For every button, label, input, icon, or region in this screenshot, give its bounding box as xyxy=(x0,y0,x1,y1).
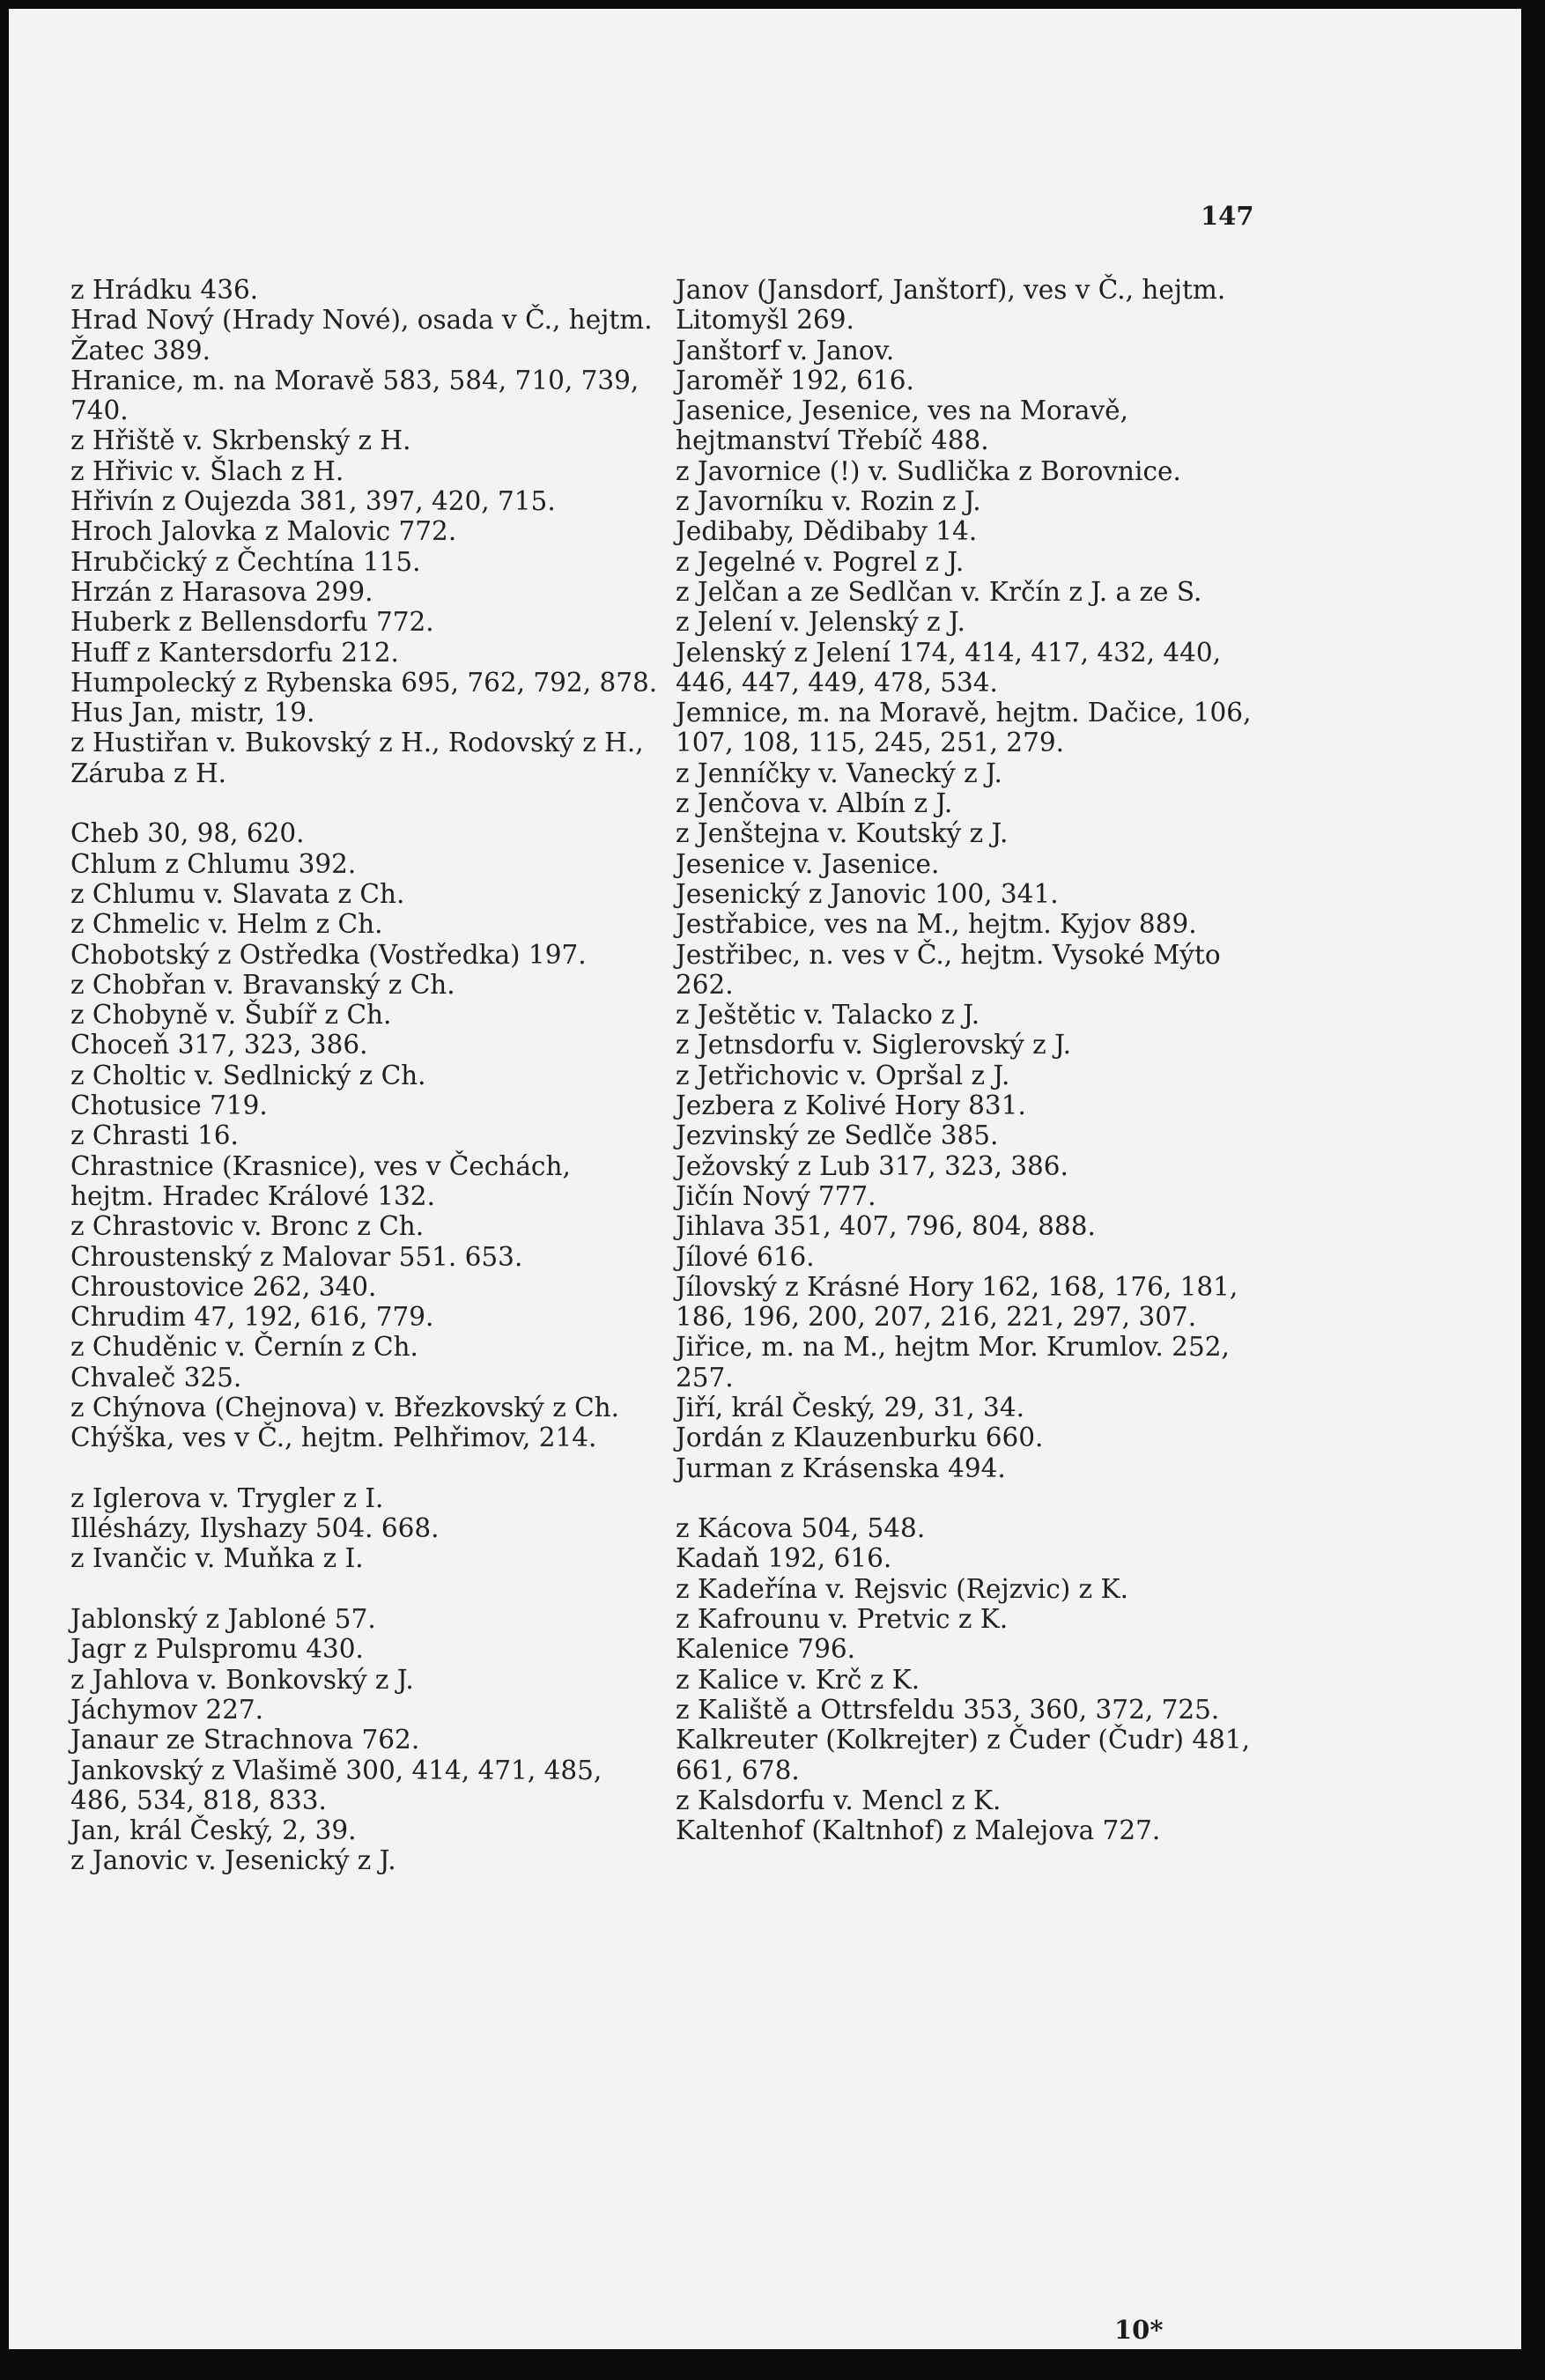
index-entry: Jezbera z Kolivé Hory 831. xyxy=(676,1090,1026,1121)
index-entry: Kaltenhof (Kaltnhof) z Malejova 727. xyxy=(676,1815,1161,1846)
index-entry: z Iglerova v. Trygler z I. xyxy=(70,1482,384,1513)
section-gap xyxy=(70,788,661,818)
index-entry: z Jenčova v. Albín z J. xyxy=(676,788,953,819)
index-entry: z Hrádku 436. xyxy=(70,275,259,305)
index-entry: Jordán z Klauzenburku 660. xyxy=(676,1423,1044,1453)
index-entry: Kalenice 796. xyxy=(676,1634,855,1665)
index-entry: Hrad Nový (Hrady Nové), osada v Č., hejtm. Žatec 389. xyxy=(70,305,653,366)
index-entry: Humpolecký z Rybenska 695, 762, 792, 878. xyxy=(70,667,658,698)
index-entry: Hus Jan, mistr, 19. xyxy=(70,698,315,728)
index-entry: z Chobyně v. Šubíř z Ch. xyxy=(70,1000,392,1031)
index-entry: Janaur ze Strachnova 762. xyxy=(70,1725,420,1755)
index-entry: z Javorníku v. Rozin z J. xyxy=(676,486,981,517)
index-entry: Jelenský z Jelení 174, 414, 417, 432, 440, 446, 447, 449, 478, 534. xyxy=(676,637,1222,698)
index-entry: z Jenníčky v. Vanecký z J. xyxy=(676,758,1002,788)
index-entry: Huberk z Bellensdorfu 772. xyxy=(70,607,434,638)
index-entry: z Janovic v. Jesenický z J. xyxy=(70,1845,396,1876)
index-entry: z Chuděnic v. Černín z Ch. xyxy=(70,1332,418,1363)
index-entry: Jurman z Krásenska 494. xyxy=(676,1452,1006,1483)
right-index-column xyxy=(676,275,1266,1845)
index-entry: z Chrastovic v. Bronc z Ch. xyxy=(70,1211,425,1242)
index-entry: Jankovský z Vlašimě 300, 414, 471, 485, 486, 534, 818, 833. xyxy=(70,1755,602,1815)
index-entry: Chrastnice (Krasnice), ves v Čechách, hejtm. Hradec Králové 132. xyxy=(70,1150,571,1211)
index-entry: Hrzán z Harasova 299. xyxy=(70,576,373,607)
index-entry: Hranice, m. na Moravě 583, 584, 710, 739, 740. xyxy=(70,365,639,426)
index-entry: z Jetnsdorfu v. Siglerovský z J. xyxy=(676,1030,1071,1061)
index-entry: Jesenice v. Jasenice. xyxy=(676,848,940,879)
index-entry: Hřivín z Oujezda 381, 397, 420, 715. xyxy=(70,486,556,517)
index-entry: Jiří, král Český, 29, 31, 34. xyxy=(676,1392,1024,1423)
index-entry: z Kafrounu v. Pretvic z K. xyxy=(676,1604,1009,1635)
index-entry: Jemnice, m. na Moravě, hejtm. Dačice, 106, 107, 108, 115, 245, 251, 279. xyxy=(676,698,1252,758)
section-gap xyxy=(70,1574,661,1604)
index-entry: Janštorf v. Janov. xyxy=(676,335,895,366)
index-entry: Jestřibec, n. ves v Č., hejtm. Vysoké Mýto 262. xyxy=(676,939,1221,1000)
index-entry: z Ivančic v. Muňka z I. xyxy=(70,1543,364,1574)
index-entry: z Jetřichovic v. Opršal z J. xyxy=(676,1060,1010,1090)
index-entry: Cheb 30, 98, 620. xyxy=(70,818,305,849)
index-entry: z Kalice v. Krč z K. xyxy=(676,1664,920,1695)
index-entry: z Kácova 504, 548. xyxy=(676,1513,926,1544)
index-entry: Jílové 616. xyxy=(676,1241,815,1272)
index-entry: z Jelčan a ze Sedlčan v. Krčín z J. a ze S. xyxy=(676,576,1202,607)
index-entry: Chýška, ves v Č., hejtm. Pelhřimov, 214. xyxy=(70,1423,597,1453)
index-entry: Chvaleč 325. xyxy=(70,1362,242,1393)
index-entry: z Kaliště a Ottrsfeldu 353, 360, 372, 725. xyxy=(676,1694,1220,1725)
index-entry: Chroustenský z Malovar 551. 653. xyxy=(70,1241,523,1272)
index-entry: Jedibaby, Dědibaby 14. xyxy=(676,516,978,547)
index-page xyxy=(9,9,1521,2349)
index-entry: z Kalsdorfu v. Mencl z K. xyxy=(676,1785,1002,1815)
index-entry: z Jegelné v. Pogrel z J. xyxy=(676,546,965,577)
index-entry: Hroch Jalovka z Malovic 772. xyxy=(70,516,457,547)
index-entry: z Chmelic v. Helm z Ch. xyxy=(70,909,383,940)
index-entry: z Hustiřan v. Bukovský z H., Rodovský z H., Záruba z H. xyxy=(70,728,644,788)
index-entry: Hrubčický z Čechtína 115. xyxy=(70,546,421,577)
index-entry: Jáchymov 227. xyxy=(70,1694,264,1725)
index-entry: Ježovský z Lub 317, 323, 386. xyxy=(676,1150,1068,1181)
index-entry: Chroustovice 262, 340. xyxy=(70,1271,377,1302)
index-entry: Chotusice 719. xyxy=(70,1090,268,1121)
index-entry: Huff z Kantersdorfu 212. xyxy=(70,637,399,668)
index-entry: Jasenice, Jesenice, ves na Moravě, hejtmanství Třebíč 488. xyxy=(676,395,1128,456)
page-number: 147 xyxy=(1201,201,1254,231)
index-entry: Jagr z Pulspromu 430. xyxy=(70,1634,364,1665)
index-entry: z Ještětic v. Talacko z J. xyxy=(676,1000,980,1031)
index-entry: z Chlumu v. Slavata z Ch. xyxy=(70,878,405,909)
index-entry: Jaroměř 192, 616. xyxy=(676,365,914,395)
index-entry: Kadaň 192, 616. xyxy=(676,1543,892,1574)
left-index-column xyxy=(70,275,661,1876)
index-entry: z Hřivic v. Šlach z H. xyxy=(70,455,344,486)
section-gap xyxy=(676,1483,1266,1513)
index-entry: z Choltic v. Sedlnický z Ch. xyxy=(70,1060,426,1090)
index-entry: z Chýnova (Chejnova) v. Březkovský z Ch. xyxy=(70,1392,620,1423)
index-entry: z Jelení v. Jelenský z J. xyxy=(676,607,965,638)
index-entry: Janov (Jansdorf, Janštorf), ves v Č., hejtm. Litomyšl 269. xyxy=(676,275,1226,336)
index-entry: Jičín Nový 777. xyxy=(676,1180,876,1211)
index-entry: z Jahlova v. Bonkovský z J. xyxy=(70,1664,414,1695)
index-entry: Jiřice, m. na M., hejtm Mor. Krumlov. 252, 257. xyxy=(676,1332,1230,1393)
index-entry: Jílovský z Krásné Hory 162, 168, 176, 181, 186, 196, 200, 207, 216, 221, 297, 307. xyxy=(676,1271,1238,1333)
footer-signature: 10* xyxy=(1114,2315,1164,2345)
index-entry: z Kadeřína v. Rejsvic (Rejzvic) z K. xyxy=(676,1573,1128,1604)
index-entry: Jestřabice, ves na M., hejtm. Kyjov 889. xyxy=(676,909,1197,940)
index-entry: Illésházy, Ilyshazy 504. 668. xyxy=(70,1513,440,1544)
index-entry: z Jenštejna v. Koutský z J. xyxy=(676,818,1009,849)
index-entry: Jihlava 351, 407, 796, 804, 888. xyxy=(676,1211,1096,1242)
index-entry: Jablonský z Jabloné 57. xyxy=(70,1604,376,1635)
index-entry: Chlum z Chlumu 392. xyxy=(70,848,357,879)
index-entry: Choceň 317, 323, 386. xyxy=(70,1030,368,1061)
index-entry: Jezvinský ze Sedlče 385. xyxy=(676,1120,999,1151)
index-entry: z Chobřan v. Bravanský z Ch. xyxy=(70,969,455,1000)
index-entry: Chobotský z Ostředka (Vostředka) 197. xyxy=(70,939,587,970)
index-entry: Kalkreuter (Kolkrejter) z Čuder (Čudr) 481, 661, 678. xyxy=(676,1725,1251,1785)
index-entry: Jesenický z Janovic 100, 341. xyxy=(676,878,1059,909)
index-entry: Chrudim 47, 192, 616, 779. xyxy=(70,1302,434,1333)
section-gap xyxy=(70,1453,661,1483)
index-entry: z Chrasti 16. xyxy=(70,1120,239,1151)
index-entry: Jan, král Český, 2, 39. xyxy=(70,1815,357,1846)
index-entry: z Hřiště v. Skrbenský z H. xyxy=(70,425,411,456)
index-entry: z Javornice (!) v. Sudlička z Borovnice. xyxy=(676,455,1181,486)
